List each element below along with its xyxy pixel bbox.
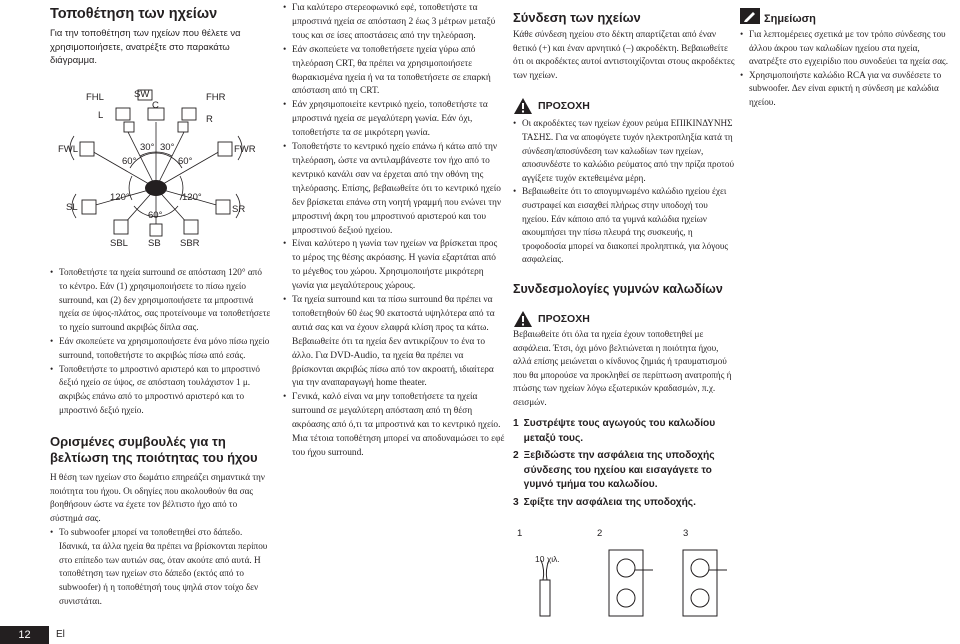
tips-bullets-continued bbox=[283, 2, 505, 461]
terminal-drawing-3 bbox=[683, 550, 727, 616]
label-c: C bbox=[152, 100, 159, 111]
section-title-bare-wire: Συνδεσμολογίες γυμνών καλωδίων bbox=[513, 281, 723, 296]
bullet-item: • Εάν σκοπεύετε να χρησιμοποιήσετε ένα μόνο πίσω ηχείο surround, τοποθετήστε το ακριβώς πίσω από εσάς. bbox=[50, 335, 272, 363]
terminal-drawing-2 bbox=[609, 550, 653, 616]
bullet-item: • Βεβαιωθείτε ότι το απογυμνωμένο καλώδιο ηχείου έχει συστραφεί και εισαχθεί πλήρως στην υποδοχή του ηχείου. Εάν κάποιο από τα γυμνά καλώδια ηχείων ακουμπήσει την πίσω πλευρά της συσκευής, η τροφοδοσία μπορεί να διακοπεί προληπτικά, για λόγους ασφαλείας. bbox=[513, 185, 735, 267]
speaker-r bbox=[178, 122, 188, 132]
section-title-sound-tips: Ορισμένες συμβουλές για τη βελτίωση της ποιότητας του ήχου bbox=[50, 433, 258, 465]
bullet-item: • Το subwoofer μπορεί να τοποθετηθεί στο δάπεδο. Ιδανικά, τα άλλα ηχεία θα πρέπει να βρίσκονται περίπου στο επίπεδο των αυτιών σας, όταν ακούτε από αυτά. Η τοποθέτηση των ηχείων στο δάπεδο (εκτός από το subwoofer) ή η τοποθέτησή τους ψηλά στον τοίχο δεν συνιστάται. bbox=[50, 526, 272, 609]
step-text: Συστρέψτε τους αγωγούς του καλωδίου μεταξύ τους. bbox=[523, 418, 716, 444]
speaker-sbl bbox=[114, 220, 128, 234]
bullet-item: • Τοποθετήστε το κεντρικό ηχείο επάνω ή κάτω από την τηλεόραση, ώστε να αντιλαμβάνεστε τον ήχο από το κεντρικό κανάλι σαν να έρχεται από την οθόνη της τηλεόρασης. Επίσης, βεβαιωθείτε ότι το κεντρικό ηχείο δεν βρίσκεται επάνω στη νοητή γραμμή που ενώνει την μπροστινή άκρη του μπροστινού αριστερού και του μπροστινού δεξιού ηχείου. bbox=[283, 141, 505, 238]
label-fhl: FHL bbox=[86, 92, 104, 103]
note-heading bbox=[740, 7, 958, 25]
speaker-sr bbox=[216, 200, 230, 214]
steps-list bbox=[513, 417, 735, 510]
caution-heading-1 bbox=[513, 97, 735, 115]
speaker-layout-diagram bbox=[52, 88, 274, 256]
speaker-fhl bbox=[116, 108, 130, 120]
bullet-item: • Γενικά, καλό είναι να μην τοποθετήσετε τα ηχεία surround σε μεγαλύτερη απόσταση από τη θέση ακρόασης από ό,τι τα μπροστινά και το κεντρικό ηχείο. Μια τέτοια τοποθέτηση μπορεί να αποδυναμώσει το εφέ του ήχου surround. bbox=[283, 391, 505, 461]
bullet-item: • Χρησιμοποιήστε καλώδιο RCA για να συνδέσετε το subwoofer. Δεν είναι εφικτή η σύνδεση με καλώδια ηχείου. bbox=[740, 69, 958, 110]
column-1 bbox=[50, 0, 272, 67]
figure-step-2: 2 bbox=[597, 528, 603, 539]
speaker-fhr bbox=[182, 108, 196, 120]
wiring-figure bbox=[513, 520, 735, 620]
figure-step-1: 1 bbox=[517, 528, 523, 539]
label-fhr: FHR bbox=[206, 92, 226, 103]
step-number: 3 bbox=[513, 496, 519, 508]
angle-60-right: 60° bbox=[178, 156, 193, 167]
step-item bbox=[513, 449, 735, 493]
figure-step-3: 3 bbox=[683, 528, 689, 539]
speaker-sbr bbox=[184, 220, 198, 234]
connecting-intro: Κάθε σύνδεση ηχείου στο δέκτη απαρτίζεται από έναν θετικό (+) και έναν αρνητικό (–) ακροδέκτη. Βεβαιωθείτε ότι οι ακροδέκτες αυτοί αντιστοιχίζονται στους ακροδέκτες των ηχείων. bbox=[513, 30, 735, 81]
step-item bbox=[513, 417, 735, 446]
step-text: Ξεβιδώστε την ασφάλεια της υποδοχής σύνδεσης του ηχείου και εισαγάγετε το γυμνό τμήμα του καλωδίου. bbox=[523, 450, 715, 491]
warning-triangle-icon bbox=[513, 310, 533, 328]
angle-120-left: 120° bbox=[110, 192, 130, 203]
label-sb: SB bbox=[148, 238, 161, 249]
angle-60-back: 60° bbox=[148, 210, 163, 221]
angle-60-left: 60° bbox=[122, 156, 137, 167]
sound-tips-bullets bbox=[50, 526, 272, 609]
note-title: Σημείωση bbox=[764, 13, 816, 25]
column-3 bbox=[513, 0, 735, 513]
label-sw: SW bbox=[134, 89, 150, 100]
bullet-item: • Είναι καλύτερο η γωνία των ηχείων να βρίσκεται προς το μέρος της θέσης ακρόασης. Η γωνία εξαρτάται από το μέγεθος του χώρου. Χρησιμοποιήστε μικρότερη γωνία για μεγαλύτερους χώρους. bbox=[283, 238, 505, 294]
note-bullets bbox=[740, 28, 958, 110]
label-sr: SR bbox=[232, 204, 246, 215]
bullet-item: • Για καλύτερο στερεοφωνικό εφέ, τοποθετήστε τα μπροστινά ηχεία σε απόσταση 2 έως 3 μέτρων μεταξύ τους και σε ίσες αποστάσεις από την τηλεόραση. bbox=[283, 2, 505, 44]
speaker-fwl bbox=[80, 142, 94, 156]
label-r: R bbox=[206, 114, 213, 125]
column-1-lower bbox=[50, 266, 272, 609]
placement-bullets bbox=[50, 266, 272, 418]
caution-heading-2 bbox=[513, 310, 735, 328]
bullet-item: • Οι ακροδέκτες των ηχείων έχουν ρεύμα ΕΠΙΚΙΝΔΥΝΗΣ ΤΑΣΗΣ. Για να αποφύγετε τυχόν ηλεκτροπληξία κατά τη σύνδεση/αποσύνδεση των καλωδίων των ηχείων, αποσυνδέστε το καλώδιο ρεύματος από την πρίζα προτού αγγίξετε τυχόν εκτεθειμένα μέρη. bbox=[513, 117, 735, 185]
label-l: L bbox=[98, 110, 104, 121]
angle-120-right: 120° bbox=[182, 192, 202, 203]
page-number: 12 bbox=[0, 626, 49, 644]
bullet-item: • Τοποθετήστε το μπροστινό αριστερό και το μπροστινό δεξιό ηχείο σε ύψος, σε απόσταση τουλάχιστον 1 μ. ακριβώς επάνω από το μπροστινό αριστερό και το μπροστινό δεξιό ηχείο. bbox=[50, 363, 272, 418]
caution-text: Βεβαιωθείτε ότι όλα τα ηχεία έχουν τοποθετηθεί με ασφάλεια. Έτσι, όχι μόνο βελτιώνεται η ποιότητα ήχου, αλλά επίσης μειώνεται ο κίνδυνος ζημιάς ή τραυματισμού που θα μπορούσε να προκληθεί σε περίπτωση ανατροπής ή πτώσης των ηχείων λόγω εξωτερικών κραδασμών, π.χ. σεισμών. bbox=[513, 328, 732, 407]
bullet-item: • Τοποθετήστε τα ηχεία surround σε απόσταση 120° από το κέντρο. Εάν (1) χρησιμοποιήσετε το πίσω ηχείο surround, και (2) δεν χρησιμοποιήσετε τα μπροστινά ηχεία σε ύψος-πλάτος, σας προτείνουμε να τοποθετήσετε το ηχείο surround ακριβώς δίπλα σας. bbox=[50, 266, 272, 335]
bullet-item: • Εάν χρησιμοποιείτε κεντρικό ηχείο, τοποθετήστε τα μπροστινά ηχεία σε μεγαλύτερη γωνία. Εάν όχι, τοποθετήστε τα σε μικρότερη γωνία. bbox=[283, 99, 505, 141]
bullet-item: • Εάν σκοπεύετε να τοποθετήσετε ηχεία γύρω από τηλεόραση CRT, θα πρέπει να χρησιμοποιήσετε θωρακισμένα ηχεία ή να τα τοποθετήσετε σε επαρκή απόσταση από τη CRT. bbox=[283, 44, 505, 100]
caution-bullets bbox=[513, 117, 735, 267]
caution-label: ΠΡΟΣΟΧΗ bbox=[538, 312, 590, 325]
angle-30-right: 30° bbox=[160, 142, 175, 153]
twisted-wire-drawing bbox=[540, 560, 550, 616]
label-sl: SL bbox=[66, 202, 78, 213]
speaker-l bbox=[124, 122, 134, 132]
language-code: El bbox=[56, 629, 65, 640]
section-title-connecting-speakers: Σύνδεση των ηχείων bbox=[513, 10, 641, 25]
column-2 bbox=[283, 2, 505, 461]
step-text: Σφίξτε την ασφάλεια της υποδοχής. bbox=[523, 496, 696, 508]
angle-30-left: 30° bbox=[140, 142, 155, 153]
speaker-fwr bbox=[218, 142, 232, 156]
measure-label: 10 χιλ. bbox=[535, 554, 560, 564]
step-number: 1 bbox=[513, 418, 519, 430]
note-pencil-icon bbox=[740, 8, 760, 24]
label-fwr: FWR bbox=[234, 144, 256, 155]
caution-label: ΠΡΟΣΟΧΗ bbox=[538, 100, 590, 113]
label-sbr: SBR bbox=[180, 238, 200, 249]
bullet-item: • Τα ηχεία surround και τα πίσω surround θα πρέπει να τοποθετηθούν 60 έως 90 εκατοστά υψηλότερα από τα αυτιά σας και να έχουν ελαφρά κλίση προς τα κάτω. Βεβαιωθείτε ότι τα ηχεία δεν αντικρίζουν το ένα το άλλο. Για DVD-Audio, τα ηχεία θα πρέπει να βρίσκονται ακριβώς πίσω από τον ακροατή, ιδιαίτερα για την αναπαραγωγή home theater. bbox=[283, 294, 505, 391]
bullet-item: • Για λεπτομέρειες σχετικά με τον τρόπο σύνδεσης του άλλου άκρου των καλωδίων ηχείου στα ηχεία, ανατρέξτε στο εγχειρίδιο που συνοδεύει τα ηχεία σας. bbox=[740, 28, 958, 69]
intro-text: Για την τοποθέτηση των ηχείων που θέλετε να χρησιμοποιήσετε, ανατρέξτε στο παρακάτω διάγραμμα. bbox=[50, 27, 241, 65]
column-4 bbox=[740, 0, 958, 110]
speaker-sl bbox=[82, 200, 96, 214]
label-sbl: SBL bbox=[110, 238, 128, 249]
step-number: 2 bbox=[513, 450, 519, 462]
listener-icon bbox=[145, 180, 167, 196]
warning-triangle-icon bbox=[513, 97, 533, 115]
section-title-speaker-placement: Τοποθέτηση των ηχείων bbox=[50, 6, 218, 22]
speaker-sb bbox=[150, 224, 162, 236]
label-fwl: FWL bbox=[58, 144, 79, 155]
sound-tips-intro: Η θέση των ηχείων στο δωμάτιο επηρεάζει σημαντικά την ποιότητα του ήχου. Οι οδηγίες που ακολουθούν θα σας βοηθήσουν ώστε να έχετε τον βέλτιστο ήχο από το σύστημά σας. bbox=[50, 471, 265, 524]
step-item bbox=[513, 496, 735, 511]
